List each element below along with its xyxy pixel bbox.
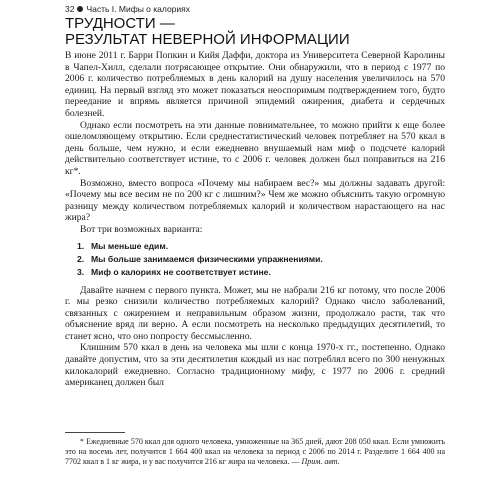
list-text: Мы больше занимаемся физическими упражнениями.	[91, 253, 323, 264]
footnote	[65, 437, 445, 467]
footnote-divider	[65, 432, 125, 433]
section-heading	[65, 16, 445, 48]
footnote-body: * Ежедневные 570 ккал для одного человека, умноженные на 365 дней, дают 208 050 ккал. Если умножить это на восемь лет, получится 1 664 400 ккал на человека за период с 2006 по 2014 г. Разделите 1 664 400 на 7702 ккал в 1 кг жира, и у вас получится 216 кг жира на человека. —	[65, 437, 445, 466]
options-list	[77, 240, 445, 279]
bullet-icon	[77, 6, 83, 12]
paragraph: Давайте начнем с первого пункта. Может, мы не набрали 216 кг потому, что после 2006 г. мы резко снизили количество потребляемых калорий? Однако число заболеваний, связанных с ожирением и неправильным образом жизни, продолжало расти, так что объяснение вряд ли верно. А если посмотреть на несколько предыдущих десятилетий, то станет ясно, что оно попросту бессмысленно.	[65, 284, 445, 342]
list-text: Миф о калориях не соответствует истине.	[91, 266, 271, 277]
paragraph: Вот три возможных варианта:	[80, 223, 203, 235]
heading-line-1: ТРУДНОСТИ —	[65, 15, 175, 32]
body-text	[65, 50, 445, 389]
paragraph: Однако если посмотреть на эти данные повнимательнее, то можно прийти к еще более ошеломляющему открытию. Если среднестатистический человек потребляет на 570 ккал в день больше, чем нужно, и если ежедневно внушаемый нам миф о подсчете калорий действительно соответствует истине, то с 2006 г. человек должен был поправиться на 216 кг*.	[65, 119, 445, 177]
list-number: 2.	[77, 253, 85, 264]
list-number: 3.	[77, 266, 85, 277]
paragraph: Клишним 570 ккал в день на человека мы шли с конца 1970-х гг., постепенно. Однако давайте допустим, что за эти десятилетия каждый из нас потреблял всего по 300 ненужных килокалорий ежедневно. Согласно традиционному мифу, с 1977 по 2006 г. средний американец должен был	[65, 342, 445, 389]
list-item	[77, 253, 445, 266]
heading-line-2: РЕЗУЛЬТАТ НЕВЕРНОЙ ИНФОРМАЦИИ	[65, 31, 350, 48]
part-title: Часть I. Мифы о калориях	[86, 4, 191, 14]
list-item	[77, 266, 445, 279]
footnote-signature: Прим. авт.	[301, 457, 340, 466]
list-number: 1.	[77, 240, 85, 251]
paragraph: Возможно, вместо вопроса «Почему мы набираем вес?» мы должны задавать другой: «Почему мы все весим не по 200 кг с лишним?» Чем же можно объяснить такую огромную разницу между количеством потребляемых калорий и количеством нарастающего на нас жира?	[65, 177, 445, 224]
list-text: Мы меньше едим.	[91, 240, 169, 251]
list-item	[77, 240, 445, 253]
footnote-text	[65, 437, 445, 467]
paragraph: В июне 2011 г. Барри Попкин и Кийя Даффи, доктора из Университета Северной Каролины в Чапел-Хилл, сделали потрясающее открытие. Они обнаружили, что в период с 1977 по 2006 г. количество потребляемых в день калорий на душу населения увеличилось на 570 единиц. На первый взгляд это может показаться неоспоримым подтверждением того, будто переедание и впрямь является причиной эпидемий ожирения, диабета и сердечных болезней.	[65, 50, 445, 119]
page-number: 32	[65, 4, 75, 14]
running-header	[65, 3, 190, 15]
